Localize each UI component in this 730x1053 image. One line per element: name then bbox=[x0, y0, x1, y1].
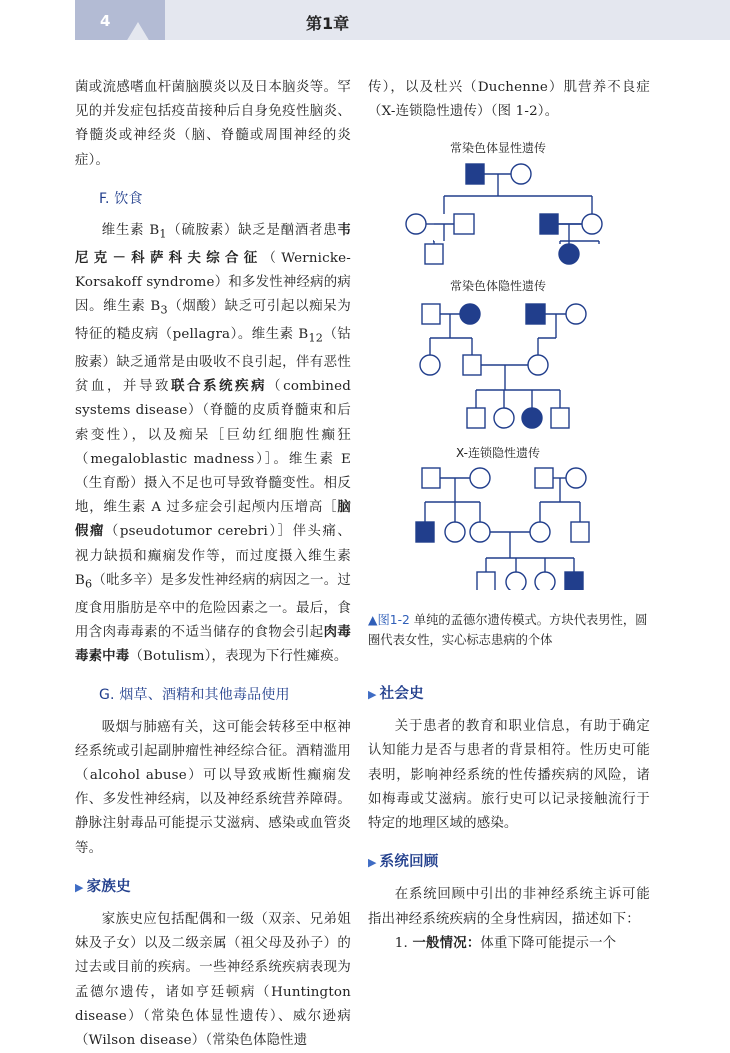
list-item: 1. 一般情况：体重下降可能提示一个 bbox=[394, 935, 617, 951]
triangle-bullet-icon: ▶ bbox=[368, 856, 377, 870]
left-column bbox=[75, 76, 351, 1053]
review-heading: ▶ 系统回顾 bbox=[368, 854, 439, 871]
family-paragraph: 家族史应包括配偶和一级（双亲、兄弟姐妹及子女）以及二级亲属（祖父母及孙子）的过去或目前的疾病。一些神经系统疾病表现为孟德尔遗传，诸如亨廷顿病（Huntington disease）（常染色体显性遗传）、威尔逊病（Wilson disease）（常染色体隐性遗 bbox=[75, 911, 351, 1048]
tobacco-paragraph: 吸烟与肺癌有关，这可能会转移至中枢神经系统或引起副肿瘤性神经综合征。酒精滥用（alcohol abuse）可以导致戒断性癫痫发作、多发性神经病，以及神经系统营养障碍。静脉注射毒品可能提示艾滋病、感染或血管炎等。 bbox=[75, 719, 351, 856]
diet-paragraph: 维生素 $B_1$（硫胺素）缺乏是酗酒者患韦尼克－科萨科夫综合征（Wernicke-Korsakoff syndrome）和多发性神经病的病因。维生素 $B_3$（烟酸）缺乏可引起以痴呆为特征的糙皮病（pellagra）。维生素 $B_{12}$（钴胺素）缺乏通常是由吸收不良引起，伴有恶性贫血，并导致联合系统疾病（combined systems disease）（脊髓的皮质脊髓束和后索变性），以及痴呆［巨幼红细胞性癫狂（megaloblastic madness）］。维生素 E（生育酚）摄入不足也可导致脊髓变性。相反地，维生素 A 过多症会引起颅内压增高［脑假瘤（pseudotumor cerebri）］伴头痛、视力缺损和癫痫发作等，而过度摄入维生素 $B_6$（吡多辛）是多发性神经病的病因之一。过度食用脂肪是卒中的危险因素之一。最后，食用含肉毒毒素的不适当储存的食物会引起肉毒毒素中毒（Botulism），表现为下行性瘫痪。 bbox=[75, 223, 352, 665]
chapter-title: 第1章 bbox=[306, 14, 350, 33]
family-heading: ▶ 家族史 bbox=[75, 878, 131, 895]
paragraph: 菌或流感嗜血杆菌脑膜炎以及日本脑炎等。罕见的并发症包括疫苗接种后自身免疫性脑炎、脊髓炎或神经炎（脑、脊髓或周围神经的炎症）。 bbox=[75, 80, 351, 168]
figure-caption-text: 单纯的孟德尔遗传模式。方块代表男性，圆圈代表女性，实心标志患病的个体 bbox=[368, 613, 648, 647]
review-paragraph: 在系统回顾中引出的非神经系统主诉可能指出神经系统疾病的全身性病因，描述如下： bbox=[368, 887, 650, 927]
pedigree-label-ad: 常染色体显性遗传 bbox=[449, 141, 547, 155]
triangle-bullet-icon: ▶ bbox=[368, 688, 377, 701]
right-column-bottom bbox=[368, 668, 650, 956]
right-column-top bbox=[368, 76, 650, 124]
social-paragraph: 关于患者的教育和职业信息，有助于确定认知能力是否与患者的背景相符。性历史可能表明，影响神经系统的性传播疾病的风险，诸如梅毒或艾滋病。旅行史可以记录接触流行于特定的地理区域的感染。 bbox=[368, 719, 650, 832]
figure-label: ▲图1-2 bbox=[368, 613, 410, 627]
pedigree-label-ar: 常染色体隐性遗传 bbox=[449, 279, 547, 293]
social-heading: ▶ 社会史 bbox=[368, 686, 424, 702]
tobacco-heading: G. 烟草、酒精和其他毒品使用 bbox=[99, 687, 290, 704]
triangle-bullet-icon: ▶ bbox=[75, 880, 84, 894]
pedigree-figure bbox=[380, 140, 660, 590]
header-band bbox=[75, 0, 730, 40]
page-number-tab bbox=[75, 0, 165, 40]
pedigree-label-xr: X-连锁隐性遗传 bbox=[456, 446, 540, 460]
page-number: 4 bbox=[100, 12, 111, 30]
figure-caption bbox=[368, 610, 650, 650]
paragraph: 传），以及杜兴（Duchenne）肌营养不良症（X-连锁隐性遗传）（图 1-2）。 bbox=[368, 80, 650, 120]
diet-heading: F. 饮食 bbox=[99, 190, 143, 207]
